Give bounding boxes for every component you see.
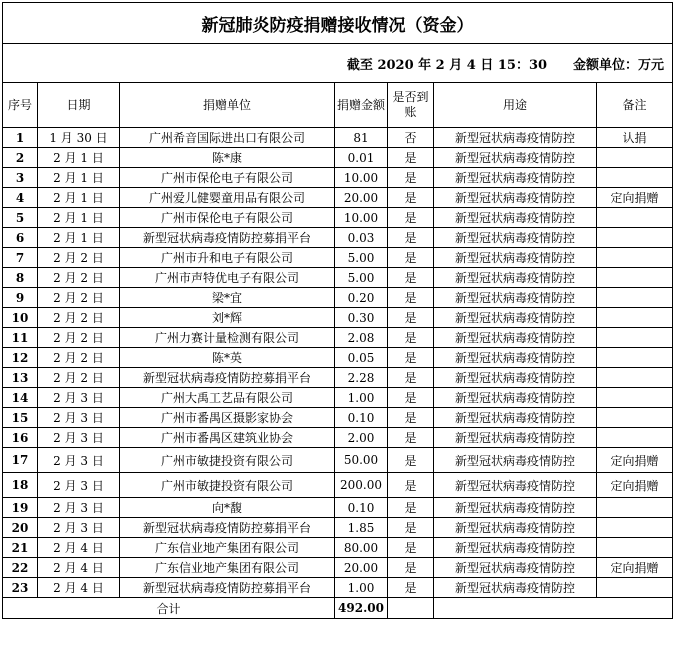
row-donor: 广州市保伦电子有限公司 [120, 168, 335, 188]
row-date: 2 月 1 日 [38, 148, 120, 168]
row-amount: 0.03 [335, 228, 388, 248]
table-row [3, 448, 673, 473]
row-donor: 广州市保伦电子有限公司 [120, 208, 335, 228]
total-label: 合计 [3, 598, 335, 619]
row-seq: 10 [3, 308, 38, 328]
row-donor: 广州市敏捷投资有限公司 [120, 448, 335, 473]
table-row [3, 558, 673, 578]
row-seq: 19 [3, 498, 38, 518]
row-note [597, 518, 673, 538]
row-amount: 1.00 [335, 578, 388, 598]
row-note [597, 168, 673, 188]
row-received: 是 [388, 328, 434, 348]
row-note [597, 428, 673, 448]
row-received: 是 [388, 448, 434, 473]
table-row [3, 473, 673, 498]
row-seq: 9 [3, 288, 38, 308]
row-donor: 广州爱儿健婴童用品有限公司 [120, 188, 335, 208]
row-amount: 2.00 [335, 428, 388, 448]
row-note: 定向捐赠 [597, 558, 673, 578]
row-seq: 2 [3, 148, 38, 168]
row-date: 2 月 2 日 [38, 268, 120, 288]
row-date: 2 月 4 日 [38, 558, 120, 578]
row-note: 定向捐赠 [597, 448, 673, 473]
row-received: 是 [388, 388, 434, 408]
row-seq: 15 [3, 408, 38, 428]
row-donor: 新型冠状病毒疫情防控募捐平台 [120, 368, 335, 388]
row-date: 2 月 3 日 [38, 428, 120, 448]
header-donor: 捐赠单位 [120, 83, 335, 128]
row-date: 2 月 3 日 [38, 518, 120, 538]
row-purpose: 新型冠状病毒疫情防控 [434, 268, 597, 288]
row-seq: 8 [3, 268, 38, 288]
row-amount: 0.10 [335, 498, 388, 518]
row-note [597, 148, 673, 168]
row-seq: 18 [3, 473, 38, 498]
row-purpose: 新型冠状病毒疫情防控 [434, 473, 597, 498]
meta-row [3, 44, 673, 83]
table-row [3, 188, 673, 208]
header-note: 备注 [597, 83, 673, 128]
row-amount: 10.00 [335, 208, 388, 228]
row-purpose: 新型冠状病毒疫情防控 [434, 448, 597, 473]
table-row [3, 348, 673, 368]
row-purpose: 新型冠状病毒疫情防控 [434, 538, 597, 558]
row-donor: 新型冠状病毒疫情防控募捐平台 [120, 228, 335, 248]
row-date: 2 月 2 日 [38, 328, 120, 348]
table-row [3, 308, 673, 328]
table-row [3, 208, 673, 228]
row-seq: 23 [3, 578, 38, 598]
row-date: 2 月 2 日 [38, 288, 120, 308]
row-donor: 广州市番禺区摄影家协会 [120, 408, 335, 428]
row-date: 2 月 2 日 [38, 248, 120, 268]
table-row [3, 328, 673, 348]
table-row [3, 518, 673, 538]
row-purpose: 新型冠状病毒疫情防控 [434, 208, 597, 228]
row-date: 2 月 4 日 [38, 538, 120, 558]
row-purpose: 新型冠状病毒疫情防控 [434, 188, 597, 208]
row-note [597, 308, 673, 328]
row-seq: 4 [3, 188, 38, 208]
row-date: 2 月 1 日 [38, 228, 120, 248]
table-row [3, 428, 673, 448]
row-seq: 3 [3, 168, 38, 188]
row-received: 是 [388, 518, 434, 538]
row-received: 是 [388, 578, 434, 598]
row-received: 是 [388, 248, 434, 268]
row-received: 是 [388, 308, 434, 328]
row-purpose: 新型冠状病毒疫情防控 [434, 128, 597, 148]
row-seq: 7 [3, 248, 38, 268]
row-amount: 20.00 [335, 558, 388, 578]
row-note [597, 248, 673, 268]
row-amount: 200.00 [335, 473, 388, 498]
table-row [3, 268, 673, 288]
row-received: 是 [388, 473, 434, 498]
table-row [3, 408, 673, 428]
table-row [3, 148, 673, 168]
header-row [3, 83, 673, 128]
row-purpose: 新型冠状病毒疫情防控 [434, 348, 597, 368]
row-received: 是 [388, 408, 434, 428]
row-note [597, 208, 673, 228]
row-note: 定向捐赠 [597, 473, 673, 498]
row-date: 2 月 3 日 [38, 408, 120, 428]
row-received: 是 [388, 208, 434, 228]
row-received: 否 [388, 128, 434, 148]
total-row [3, 598, 673, 619]
table-row [3, 578, 673, 598]
row-note [597, 498, 673, 518]
row-note: 定向捐赠 [597, 188, 673, 208]
row-amount: 80.00 [335, 538, 388, 558]
total-empty-cell [434, 598, 673, 619]
row-note: 认捐 [597, 128, 673, 148]
row-purpose: 新型冠状病毒疫情防控 [434, 328, 597, 348]
row-note [597, 408, 673, 428]
row-date: 2 月 2 日 [38, 308, 120, 328]
row-seq: 22 [3, 558, 38, 578]
row-donor: 广州大禹工艺品有限公司 [120, 388, 335, 408]
row-amount: 2.08 [335, 328, 388, 348]
donation-table [2, 2, 673, 619]
row-amount: 0.05 [335, 348, 388, 368]
row-purpose: 新型冠状病毒疫情防控 [434, 168, 597, 188]
row-date: 2 月 2 日 [38, 348, 120, 368]
row-donor: 新型冠状病毒疫情防控募捐平台 [120, 578, 335, 598]
table-row [3, 388, 673, 408]
row-amount: 1.85 [335, 518, 388, 538]
row-amount: 5.00 [335, 268, 388, 288]
row-purpose: 新型冠状病毒疫情防控 [434, 288, 597, 308]
row-purpose: 新型冠状病毒疫情防控 [434, 518, 597, 538]
row-purpose: 新型冠状病毒疫情防控 [434, 228, 597, 248]
header-seq: 序号 [3, 83, 38, 128]
row-donor: 广州市敏捷投资有限公司 [120, 473, 335, 498]
table-row [3, 498, 673, 518]
row-date: 2 月 3 日 [38, 498, 120, 518]
row-amount: 50.00 [335, 448, 388, 473]
table-row [3, 538, 673, 558]
row-purpose: 新型冠状病毒疫情防控 [434, 308, 597, 328]
row-seq: 5 [3, 208, 38, 228]
table-row [3, 168, 673, 188]
row-received: 是 [388, 558, 434, 578]
row-purpose: 新型冠状病毒疫情防控 [434, 148, 597, 168]
row-received: 是 [388, 228, 434, 248]
row-amount: 0.10 [335, 408, 388, 428]
row-date: 2 月 1 日 [38, 168, 120, 188]
row-donor: 广州市声特优电子有限公司 [120, 268, 335, 288]
row-seq: 1 [3, 128, 38, 148]
row-purpose: 新型冠状病毒疫情防控 [434, 388, 597, 408]
row-donor: 广州市番禺区建筑业协会 [120, 428, 335, 448]
page-title: 新冠肺炎防疫捐赠接收情况（资金） [3, 3, 673, 44]
row-seq: 20 [3, 518, 38, 538]
row-date: 2 月 3 日 [38, 448, 120, 473]
row-received: 是 [388, 348, 434, 368]
table-row [3, 248, 673, 268]
row-donor: 陈*英 [120, 348, 335, 368]
row-amount: 81 [335, 128, 388, 148]
row-amount: 0.01 [335, 148, 388, 168]
row-amount: 0.30 [335, 308, 388, 328]
row-received: 是 [388, 368, 434, 388]
header-amount: 捐赠金额 [335, 83, 388, 128]
row-amount: 2.28 [335, 368, 388, 388]
row-donor: 广东信业地产集团有限公司 [120, 538, 335, 558]
row-donor: 陈*康 [120, 148, 335, 168]
row-received: 是 [388, 288, 434, 308]
row-donor: 向*馥 [120, 498, 335, 518]
row-seq: 21 [3, 538, 38, 558]
table-row [3, 288, 673, 308]
row-seq: 17 [3, 448, 38, 473]
row-purpose: 新型冠状病毒疫情防控 [434, 498, 597, 518]
table-row [3, 228, 673, 248]
row-donor: 广州力赛计量检测有限公司 [120, 328, 335, 348]
row-donor: 新型冠状病毒疫情防控募捐平台 [120, 518, 335, 538]
row-date: 2 月 1 日 [38, 188, 120, 208]
row-received: 是 [388, 428, 434, 448]
row-purpose: 新型冠状病毒疫情防控 [434, 368, 597, 388]
row-purpose: 新型冠状病毒疫情防控 [434, 408, 597, 428]
row-purpose: 新型冠状病毒疫情防控 [434, 428, 597, 448]
row-note [597, 228, 673, 248]
row-seq: 11 [3, 328, 38, 348]
total-empty-cell [388, 598, 434, 619]
row-amount: 10.00 [335, 168, 388, 188]
row-donor: 广东信业地产集团有限公司 [120, 558, 335, 578]
row-date: 2 月 2 日 [38, 368, 120, 388]
row-note [597, 328, 673, 348]
row-received: 是 [388, 498, 434, 518]
row-donor: 广州希音国际进出口有限公司 [120, 128, 335, 148]
row-amount: 0.20 [335, 288, 388, 308]
row-note [597, 538, 673, 558]
cutoff-and-unit: 截至 2020 年 2 月 4 日 15：30 金额单位：万元 [3, 44, 673, 83]
table-row [3, 368, 673, 388]
row-note [597, 368, 673, 388]
row-received: 是 [388, 268, 434, 288]
title-row [3, 3, 673, 44]
row-received: 是 [388, 168, 434, 188]
row-received: 是 [388, 188, 434, 208]
row-date: 1 月 30 日 [38, 128, 120, 148]
row-donor: 梁*宜 [120, 288, 335, 308]
header-date: 日期 [38, 83, 120, 128]
row-purpose: 新型冠状病毒疫情防控 [434, 248, 597, 268]
row-donor: 刘*辉 [120, 308, 335, 328]
row-donor: 广州市升和电子有限公司 [120, 248, 335, 268]
row-amount: 1.00 [335, 388, 388, 408]
row-date: 2 月 3 日 [38, 473, 120, 498]
row-seq: 14 [3, 388, 38, 408]
row-note [597, 578, 673, 598]
row-received: 是 [388, 148, 434, 168]
row-note [597, 268, 673, 288]
row-seq: 16 [3, 428, 38, 448]
row-date: 2 月 1 日 [38, 208, 120, 228]
row-note [597, 348, 673, 368]
row-note [597, 388, 673, 408]
table-row [3, 128, 673, 148]
header-received: 是否到账 [388, 83, 434, 128]
row-amount: 5.00 [335, 248, 388, 268]
row-amount: 20.00 [335, 188, 388, 208]
row-purpose: 新型冠状病毒疫情防控 [434, 558, 597, 578]
row-seq: 6 [3, 228, 38, 248]
donation-sheet [2, 2, 672, 619]
row-purpose: 新型冠状病毒疫情防控 [434, 578, 597, 598]
row-note [597, 288, 673, 308]
row-received: 是 [388, 538, 434, 558]
row-seq: 13 [3, 368, 38, 388]
row-seq: 12 [3, 348, 38, 368]
total-amount: 492.00 [335, 598, 388, 619]
header-purpose: 用途 [434, 83, 597, 128]
row-date: 2 月 4 日 [38, 578, 120, 598]
row-date: 2 月 3 日 [38, 388, 120, 408]
